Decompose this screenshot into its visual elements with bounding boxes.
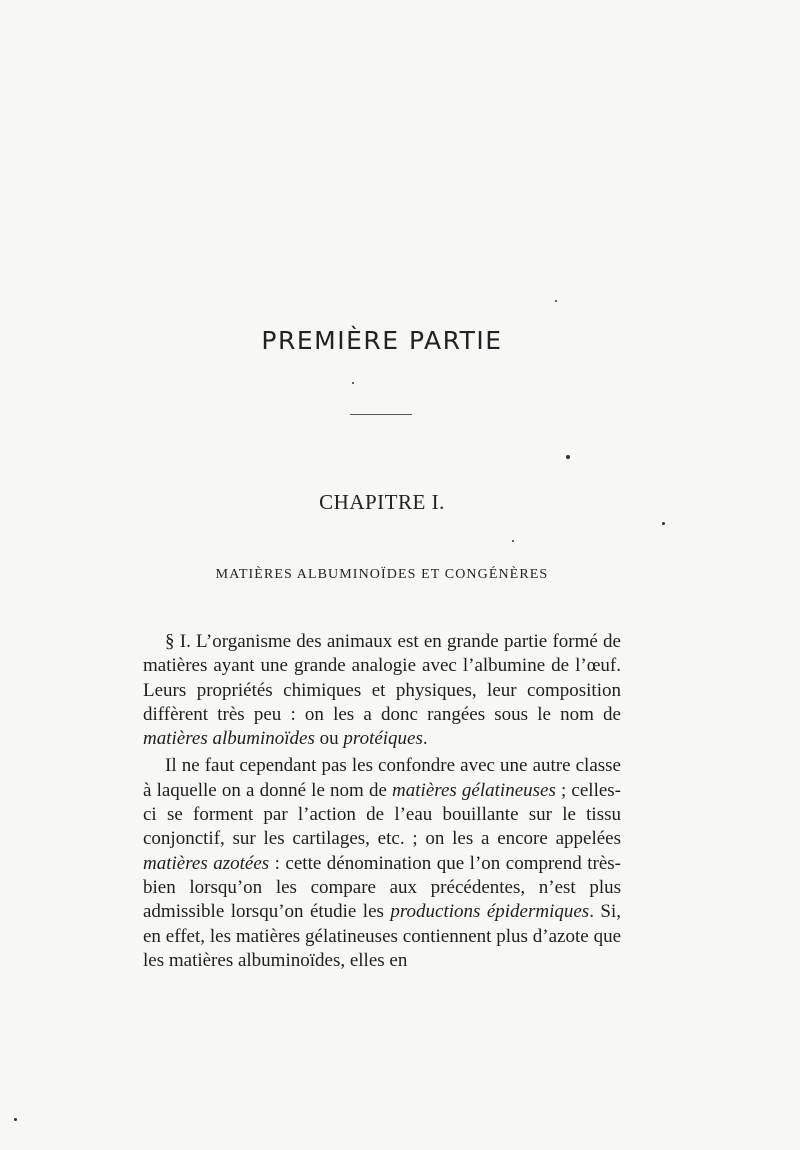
section-title: MATIÈRES ALBUMINOÏDES ET CONGÉNÈRES (215, 567, 549, 582)
italic-term: matières albuminoïdes (143, 728, 315, 750)
scan-speck (566, 455, 570, 459)
title-divider-rule (350, 414, 412, 415)
scan-speck (14, 1118, 17, 1121)
italic-term: matières gélatineuses (392, 779, 556, 801)
text-run: § I. L’organisme des animaux est en grande partie formé de matières ayant une grande analogie avec l’albumine de l’œuf. Leurs propriétés chimiques et physiques, leur composition diffèrent très peu : on les a donc rangées sous le nom de (143, 631, 621, 725)
scan-speck (662, 522, 665, 525)
chapter-title: CHAPITRE I. (319, 490, 445, 514)
italic-term: matières azotées (143, 852, 270, 874)
text-run: : cette dénomination que l’on comprend très-bien lorsqu’on les compare aux précédentes, n’est plus admissible lorsqu’on étudie les (143, 852, 621, 923)
text-run: ou (314, 728, 344, 750)
text-run: ; celles-ci se forment par l’action de l’eau bouillante sur le tissu conjonctif, sur les cartilages, etc. ; on les a encore appelées (143, 779, 622, 850)
body-text (143, 630, 621, 973)
paragraph (143, 754, 621, 973)
text-run: . Si, en effet, les matières gélatineuses contiennent plus d’azote que les matières albuminoïdes, elles en (143, 901, 621, 971)
part-title: PREMIÈRE PARTIE (261, 326, 503, 355)
scan-speck (512, 540, 514, 542)
scan-speck (352, 382, 354, 384)
italic-term: productions épidermiques (390, 901, 590, 923)
text-run: . (422, 728, 428, 750)
paragraph (143, 630, 621, 751)
scan-speck (555, 300, 557, 302)
text-run: Il ne faut cependant pas les confondre avec une autre classe à laquelle on a donné le nom de (143, 755, 621, 801)
italic-term: protéiques (343, 728, 423, 750)
